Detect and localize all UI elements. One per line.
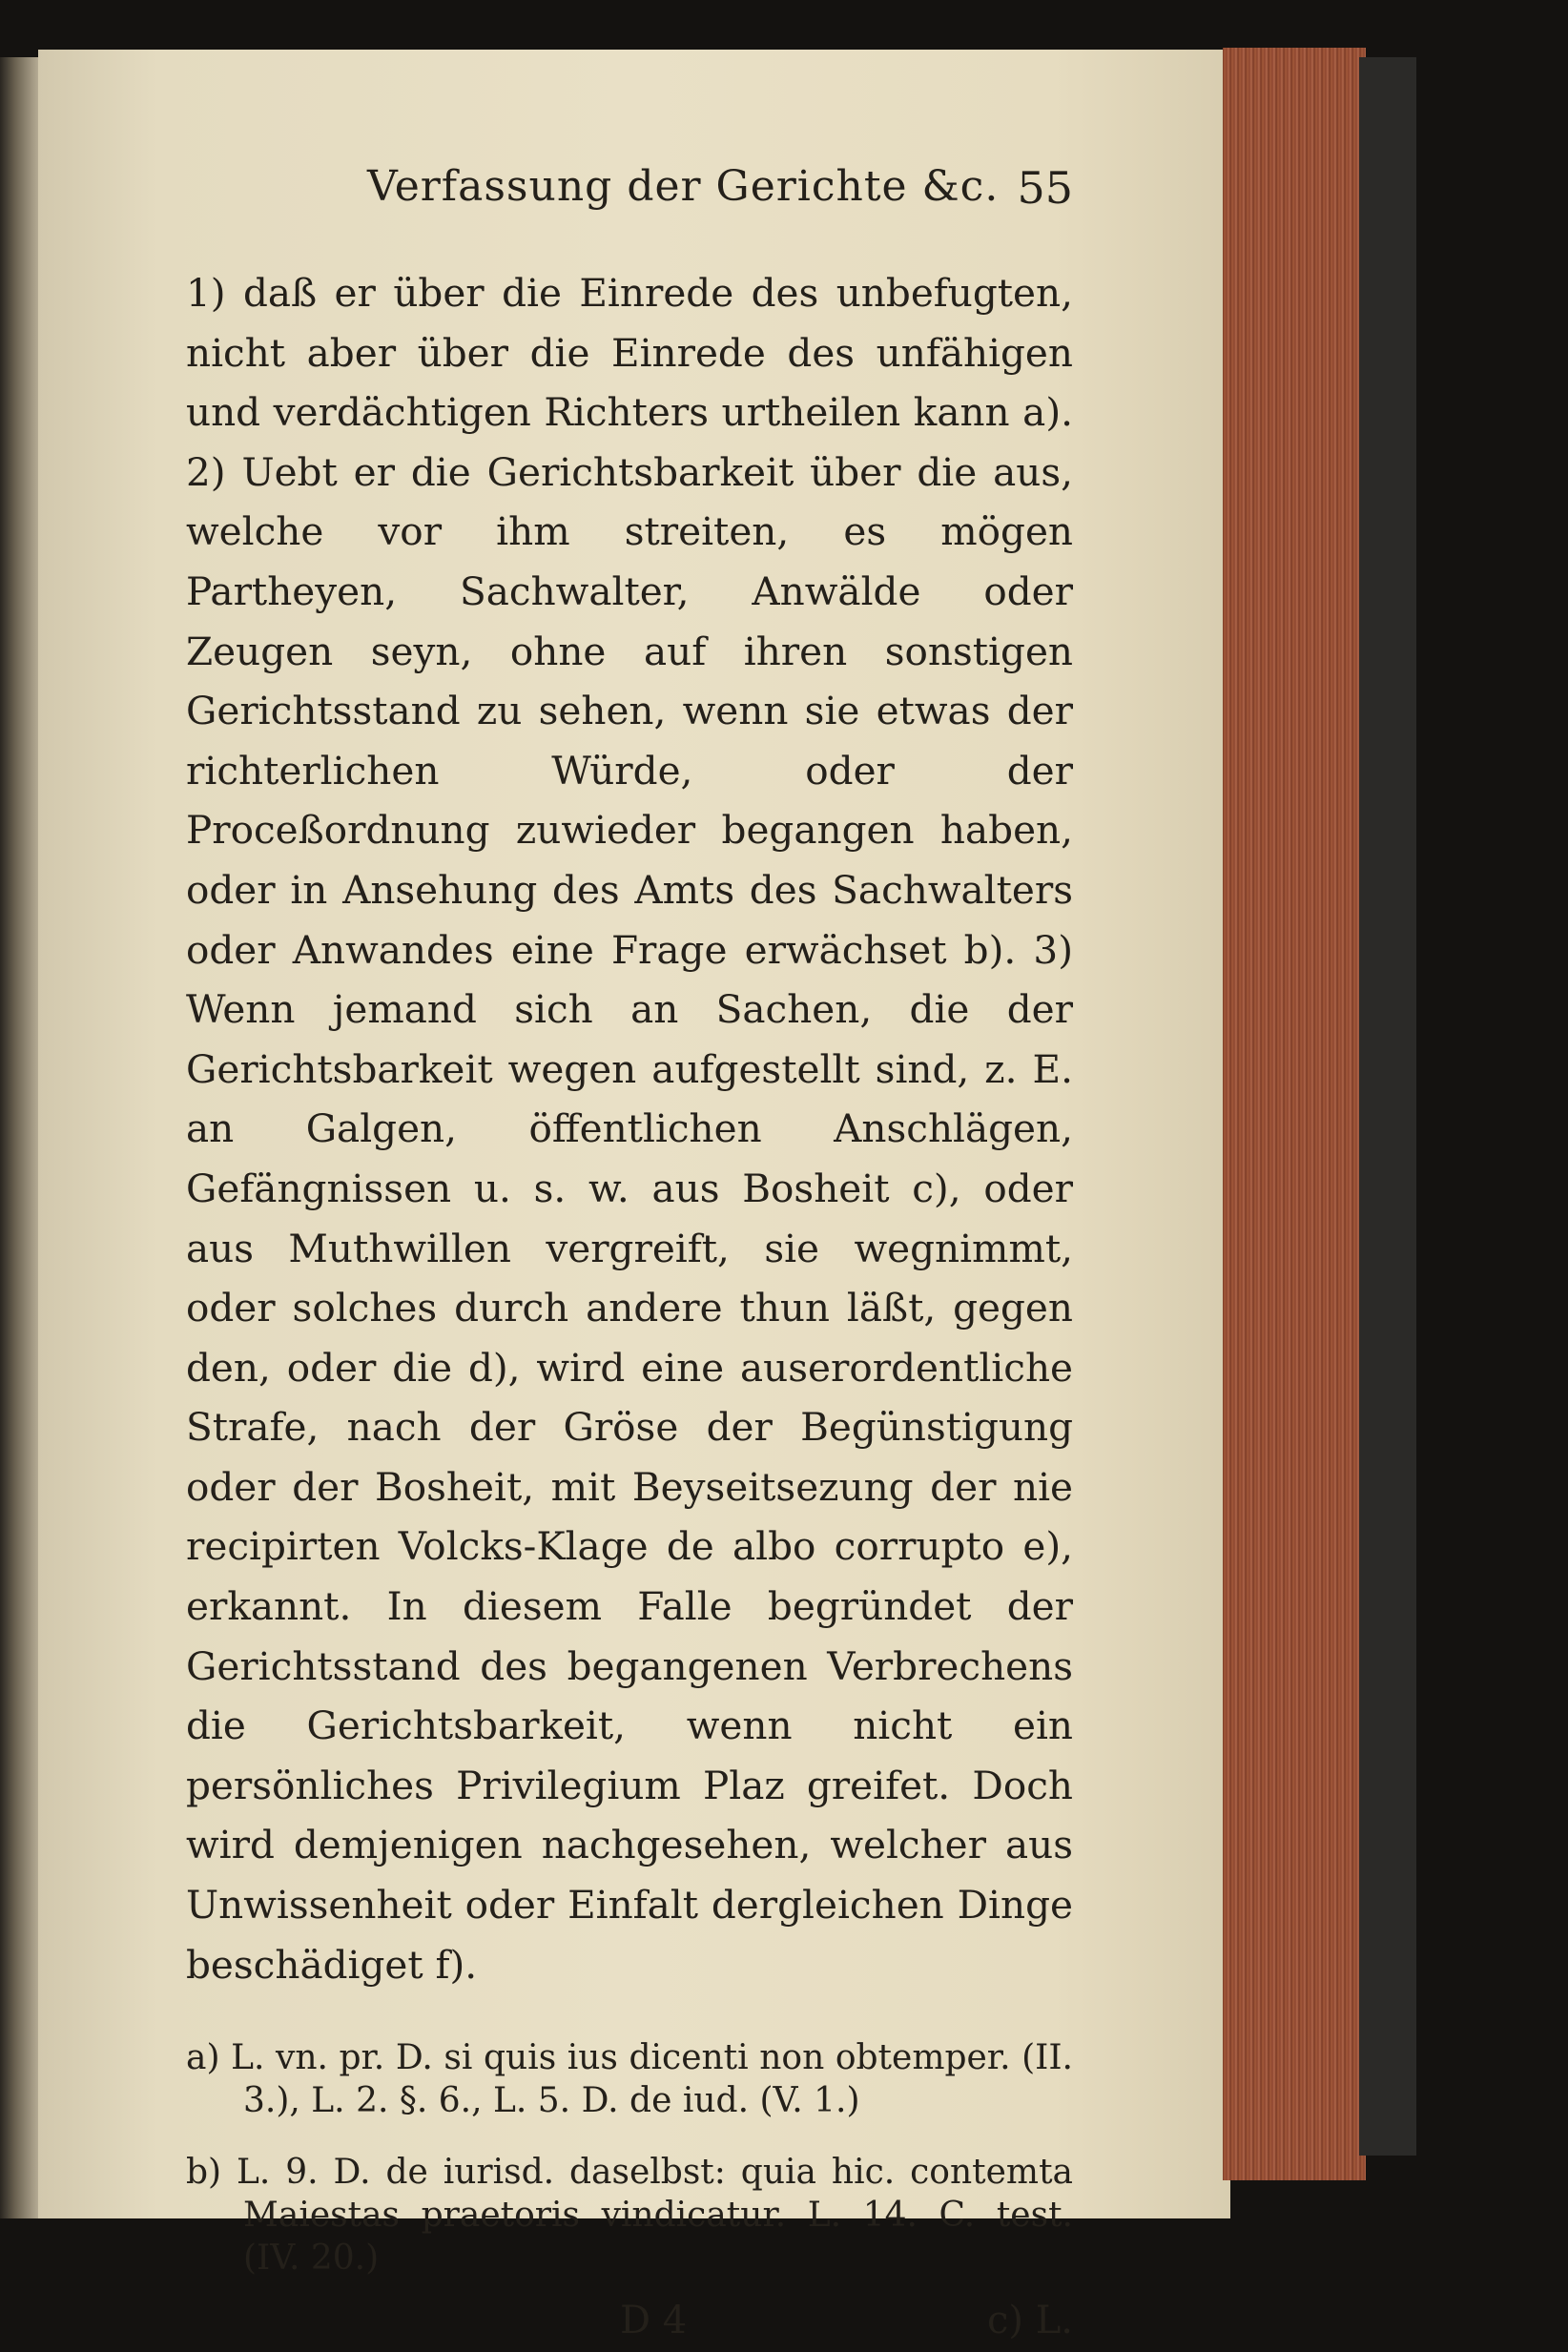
book-cover-edge (1359, 57, 1416, 2156)
page-number: 55 (1017, 162, 1073, 214)
footnote-b: b) L. 9. D. de iurisd. daselbst: quia hic. contemta Maiestas praetoris vindicatur. L. 14. C. test. (IV. 20.) (186, 2153, 1073, 2279)
text-block (186, 162, 1073, 2352)
running-head-title: Verfassung der Gerichte &c. (367, 162, 1000, 211)
footnotes (186, 2036, 1073, 2280)
running-head (186, 162, 1073, 229)
page-edges (1223, 48, 1366, 2180)
signature-mark: D 4 (620, 2299, 688, 2343)
facing-page-edge (0, 57, 38, 2218)
catchword: c) L. (987, 2299, 1073, 2343)
footnote-a: a) L. vn. pr. D. si quis ius dicenti non obtemper. (II. 3.), L. 2. §. 6., L. 5. D. de iud. (V. 1.) (186, 2038, 1073, 2121)
body-paragraph: 1) daß er über die Einrede des unbefugten, nicht aber über die Einrede des unfähigen und verdächtigen Richters urtheilen kann a). 2) Uebt er die Gerichtsbarkeit über die aus, welche vor ihm streiten, es mögen Partheyen, Sachwalter, Anwälde oder Zeugen seyn, ohne auf ihren sonstigen Gerichtsstand zu sehen, wenn sie etwas der richterlichen Würde, oder der Proceßordnung zuwieder begangen haben, oder in Ansehung des Amts des Sachwalters oder Anwandes eine Frage erwächset b). 3) Wenn jemand sich an Sachen, die der Gerichtsbarkeit wegen aufgestellt sind, z. E. an Galgen, öffentlichen Anschlägen, Gefängnissen u. s. w. aus Bosheit c), oder aus Muthwillen vergreift, sie wegnimmt, oder solches durch andere thun läßt, gegen den, oder die d), wird eine auserordentliche Strafe, nach der Gröse der Begünstigung oder der Bosheit, mit Beyseitsezung der nie recipirten Volcks-Klage de albo corrupto e), erkannt. In diesem Falle begründet der Gerichtsstand des begangenen Verbrechens die Gerichtsbarkeit, wenn nicht ein persönliches Privilegium Plaz greifet. Doch wird demjenigen nachgesehen, welcher aus Unwissenheit oder Einfalt dergleichen Dinge beschädiget f). (186, 270, 1073, 1988)
page-footer (186, 2299, 1073, 2352)
